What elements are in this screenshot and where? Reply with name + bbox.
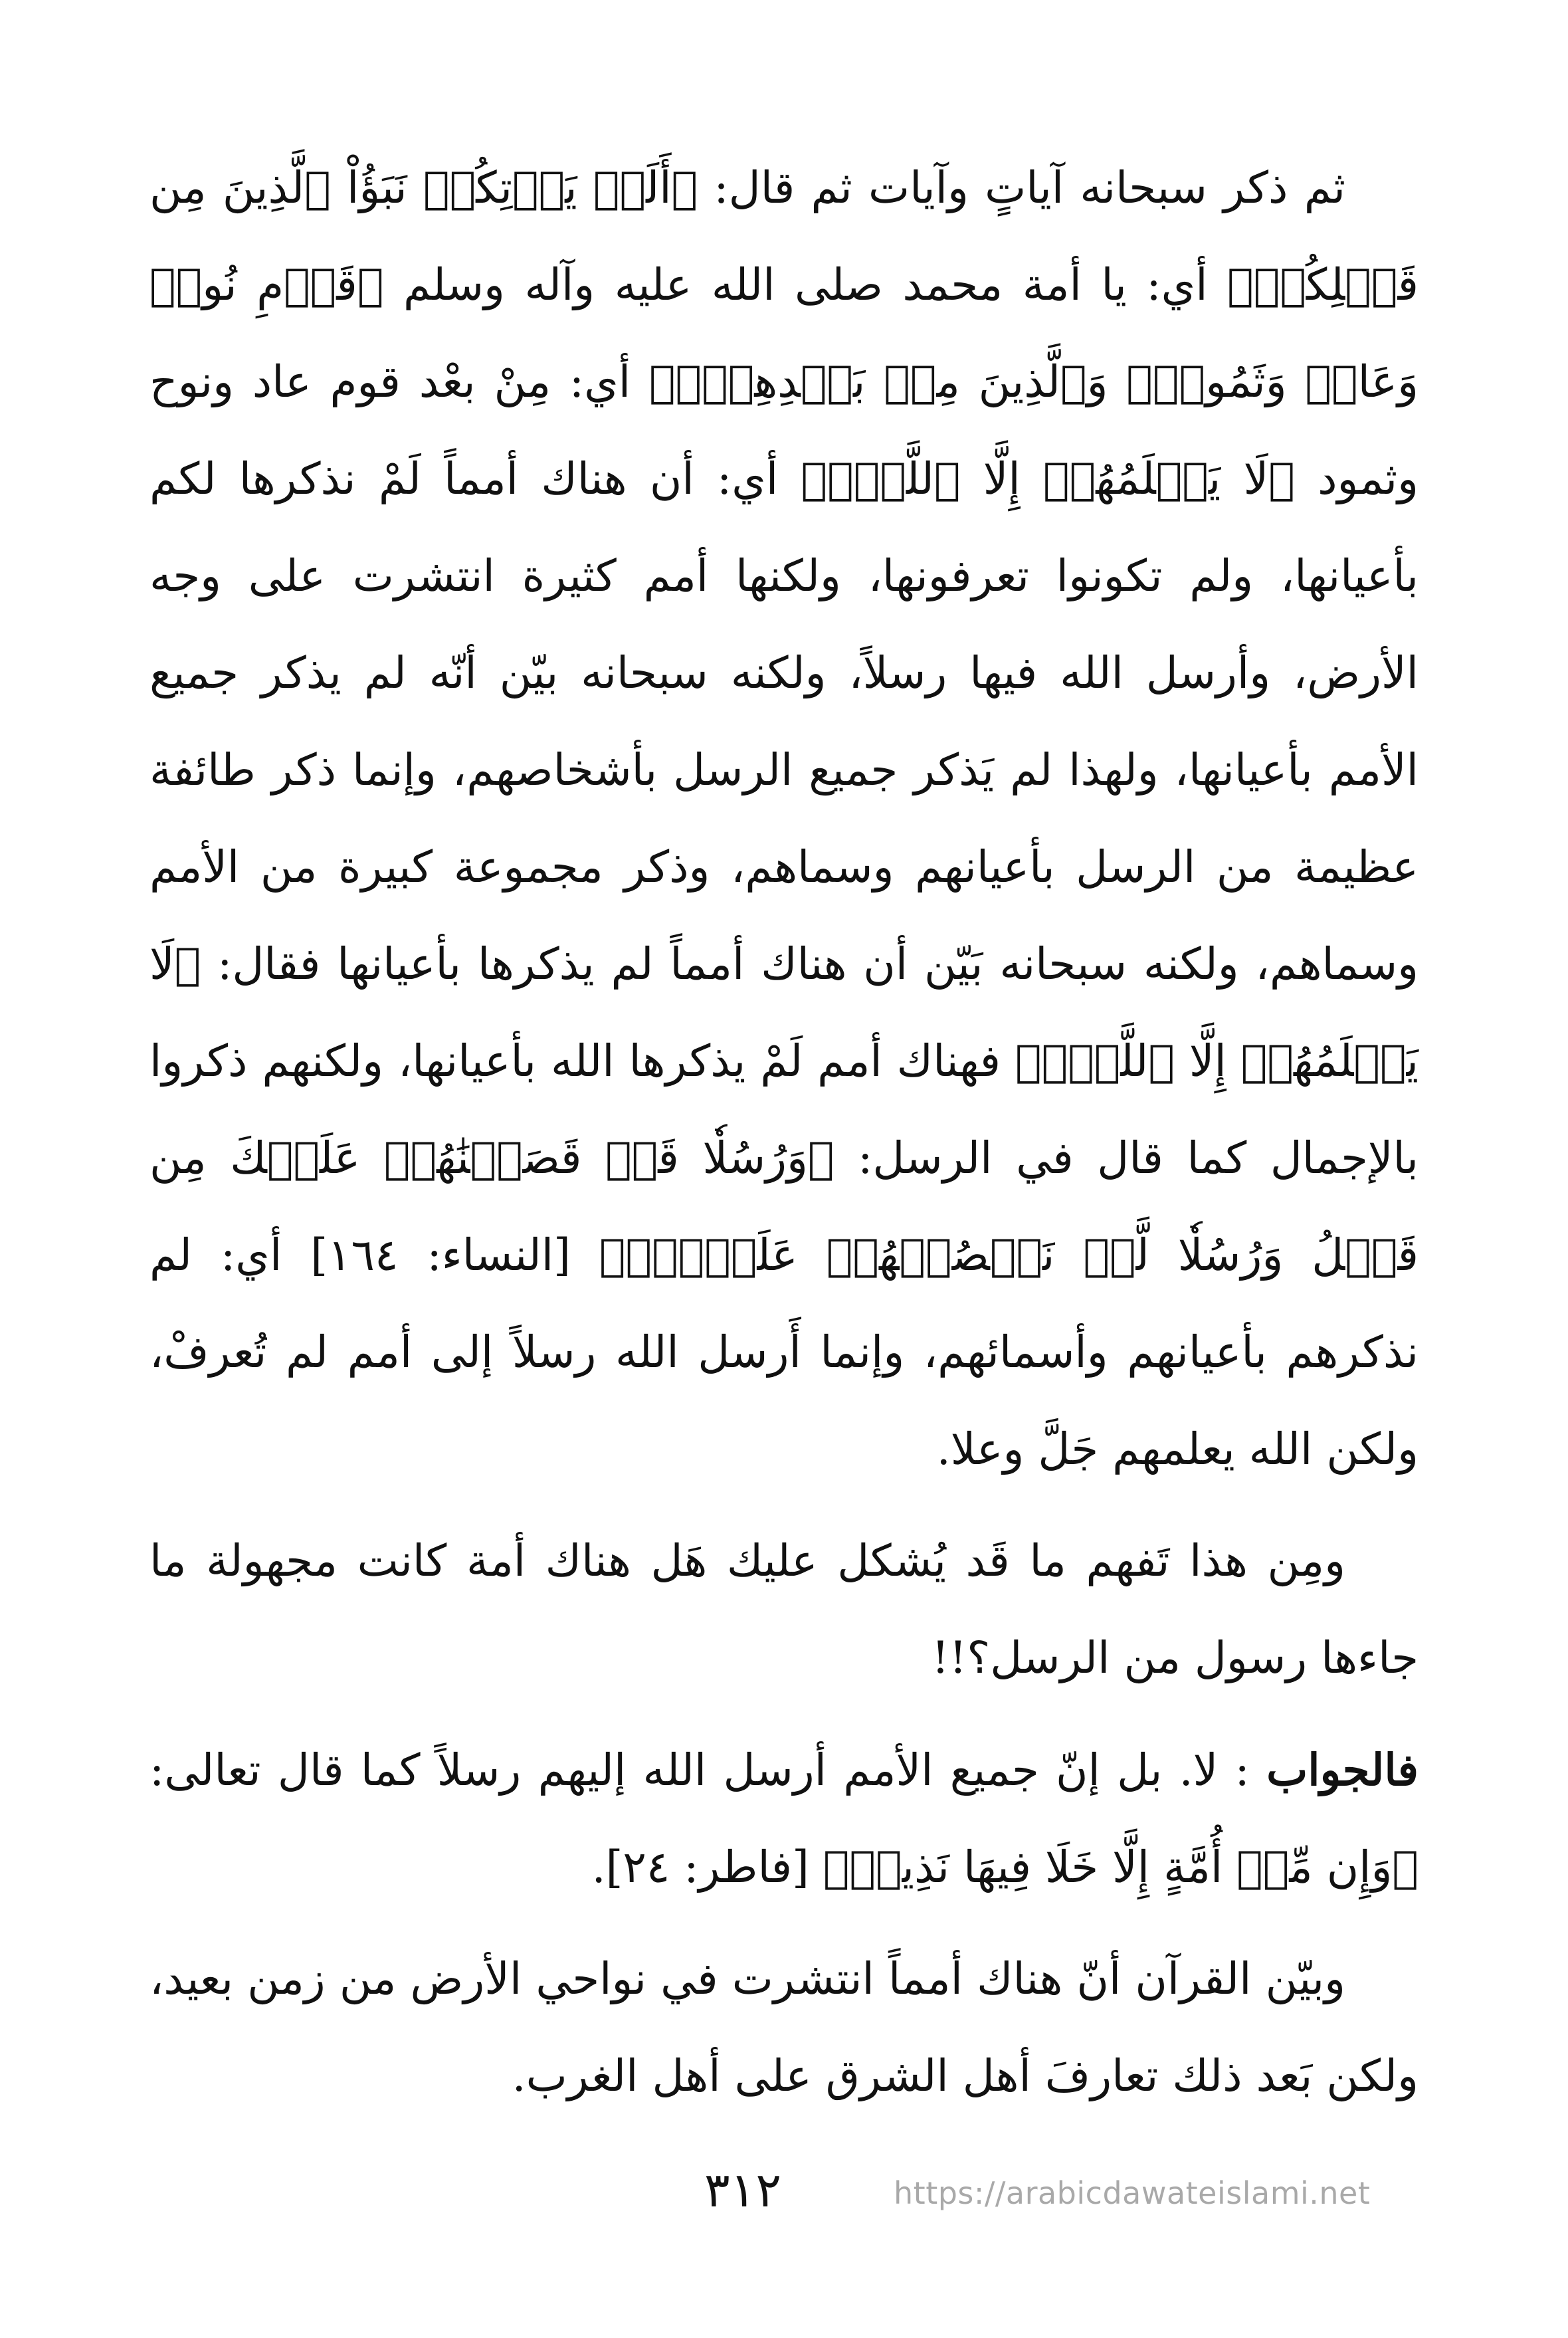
answer-label: فالجواب <box>1266 1744 1419 1796</box>
paragraph-1: ثم ذكر سبحانه آياتٍ وآيات ثم قال: ﴿أَلَمۡ يَأۡتِكُمۡ نَبَؤُاْ ٱلَّذِينَ مِن قَبۡلِكُمۡ﴾ أي: يا أمة محمد صلى الله عليه وآله وسلم ﴿قَوۡمِ نُوحٖ وَعَادٖ وَثَمُودَۛ وَٱلَّذِينَ مِنۢ بَعۡدِهِمۡۛ﴾ أي: مِنْ بعْد قوم عاد ونوح وثمود ﴿لَا يَعۡلَمُهُمۡ إِلَّا ٱللَّهُۚ﴾ أي: أن هناك أمماً لَمْ نذكرها لكم بأعيانها، ولم تكونوا تعرفونها، ولكنها أمم كثيرة انتشرت على وجه الأرض، وأرسل الله فيها رسلاً، ولكنه سبحانه بيّن أنّه لم يذكر جميع الأمم بأعيانها، ولهذا لم يَذكر جميع الرسل بأشخاصهم، وإنما ذكر طائفة عظيمة من الرسل بأعيانهم وسماهم، وذكر مجموعة كبيرة من الأمم وسماهم، ولكنه سبحانه بَيّن أن هناك أمماً لم يذكرها بأعيانها فقال: ﴿لَا يَعۡلَمُهُمۡ إِلَّا ٱللَّهُۚ﴾ فهناك أمم لَمْ يذكرها الله بأعيانها، ولكنهم ذكروا بالإجمال كما قال في الرسل: ﴿وَرُسُلٗا قَدۡ قَصَصۡنَٰهُمۡ عَلَيۡكَ مِن قَبۡلُ وَرُسُلٗا لَّمۡ نَقۡصُصۡهُمۡ عَلَيۡكَۚ﴾ [النساء: ١٦٤] أي: لم نذكرهم بأعيانهم وأسمائهم، وإنما أَرسل الله رسلاً إلى أمم لم تُعرفْ، ولكن الله يعلمهم جَلَّ وعلا. <box>149 162 1419 1475</box>
answer-text: : لا. بل إنّ جميع الأمم أرسل الله إليهم رسلاً كما قال تعالى: ﴿وَإِن مِّنۡ أُمَّةٍ إِلَّا خَلَا فِيهَا نَذِيرٞ﴾ [فاطر: ٢٤]. <box>149 1745 1419 1893</box>
page-body <box>149 140 1419 2125</box>
paragraph-4: وبيّن القرآن أنّ هناك أمماً انتشرت في نواحي الأرض من زمن بعيد، ولكن بَعد ذلك تعارفَ أهل الشرق على أهل الغرب. <box>149 1953 1419 2101</box>
paragraph-3 <box>149 1721 1419 1916</box>
page-footer <box>0 2157 1568 2230</box>
page-number: ٣١٢ <box>704 2162 782 2218</box>
paragraph-2: ومِن هذا تَفهم ما قَد يُشكل عليك هَل هناك أمة كانت مجهولة ما جاءها رسول من الرسل؟!! <box>149 1535 1419 1683</box>
watermark-url: https://arabicdawateislami.net <box>894 2175 1371 2211</box>
